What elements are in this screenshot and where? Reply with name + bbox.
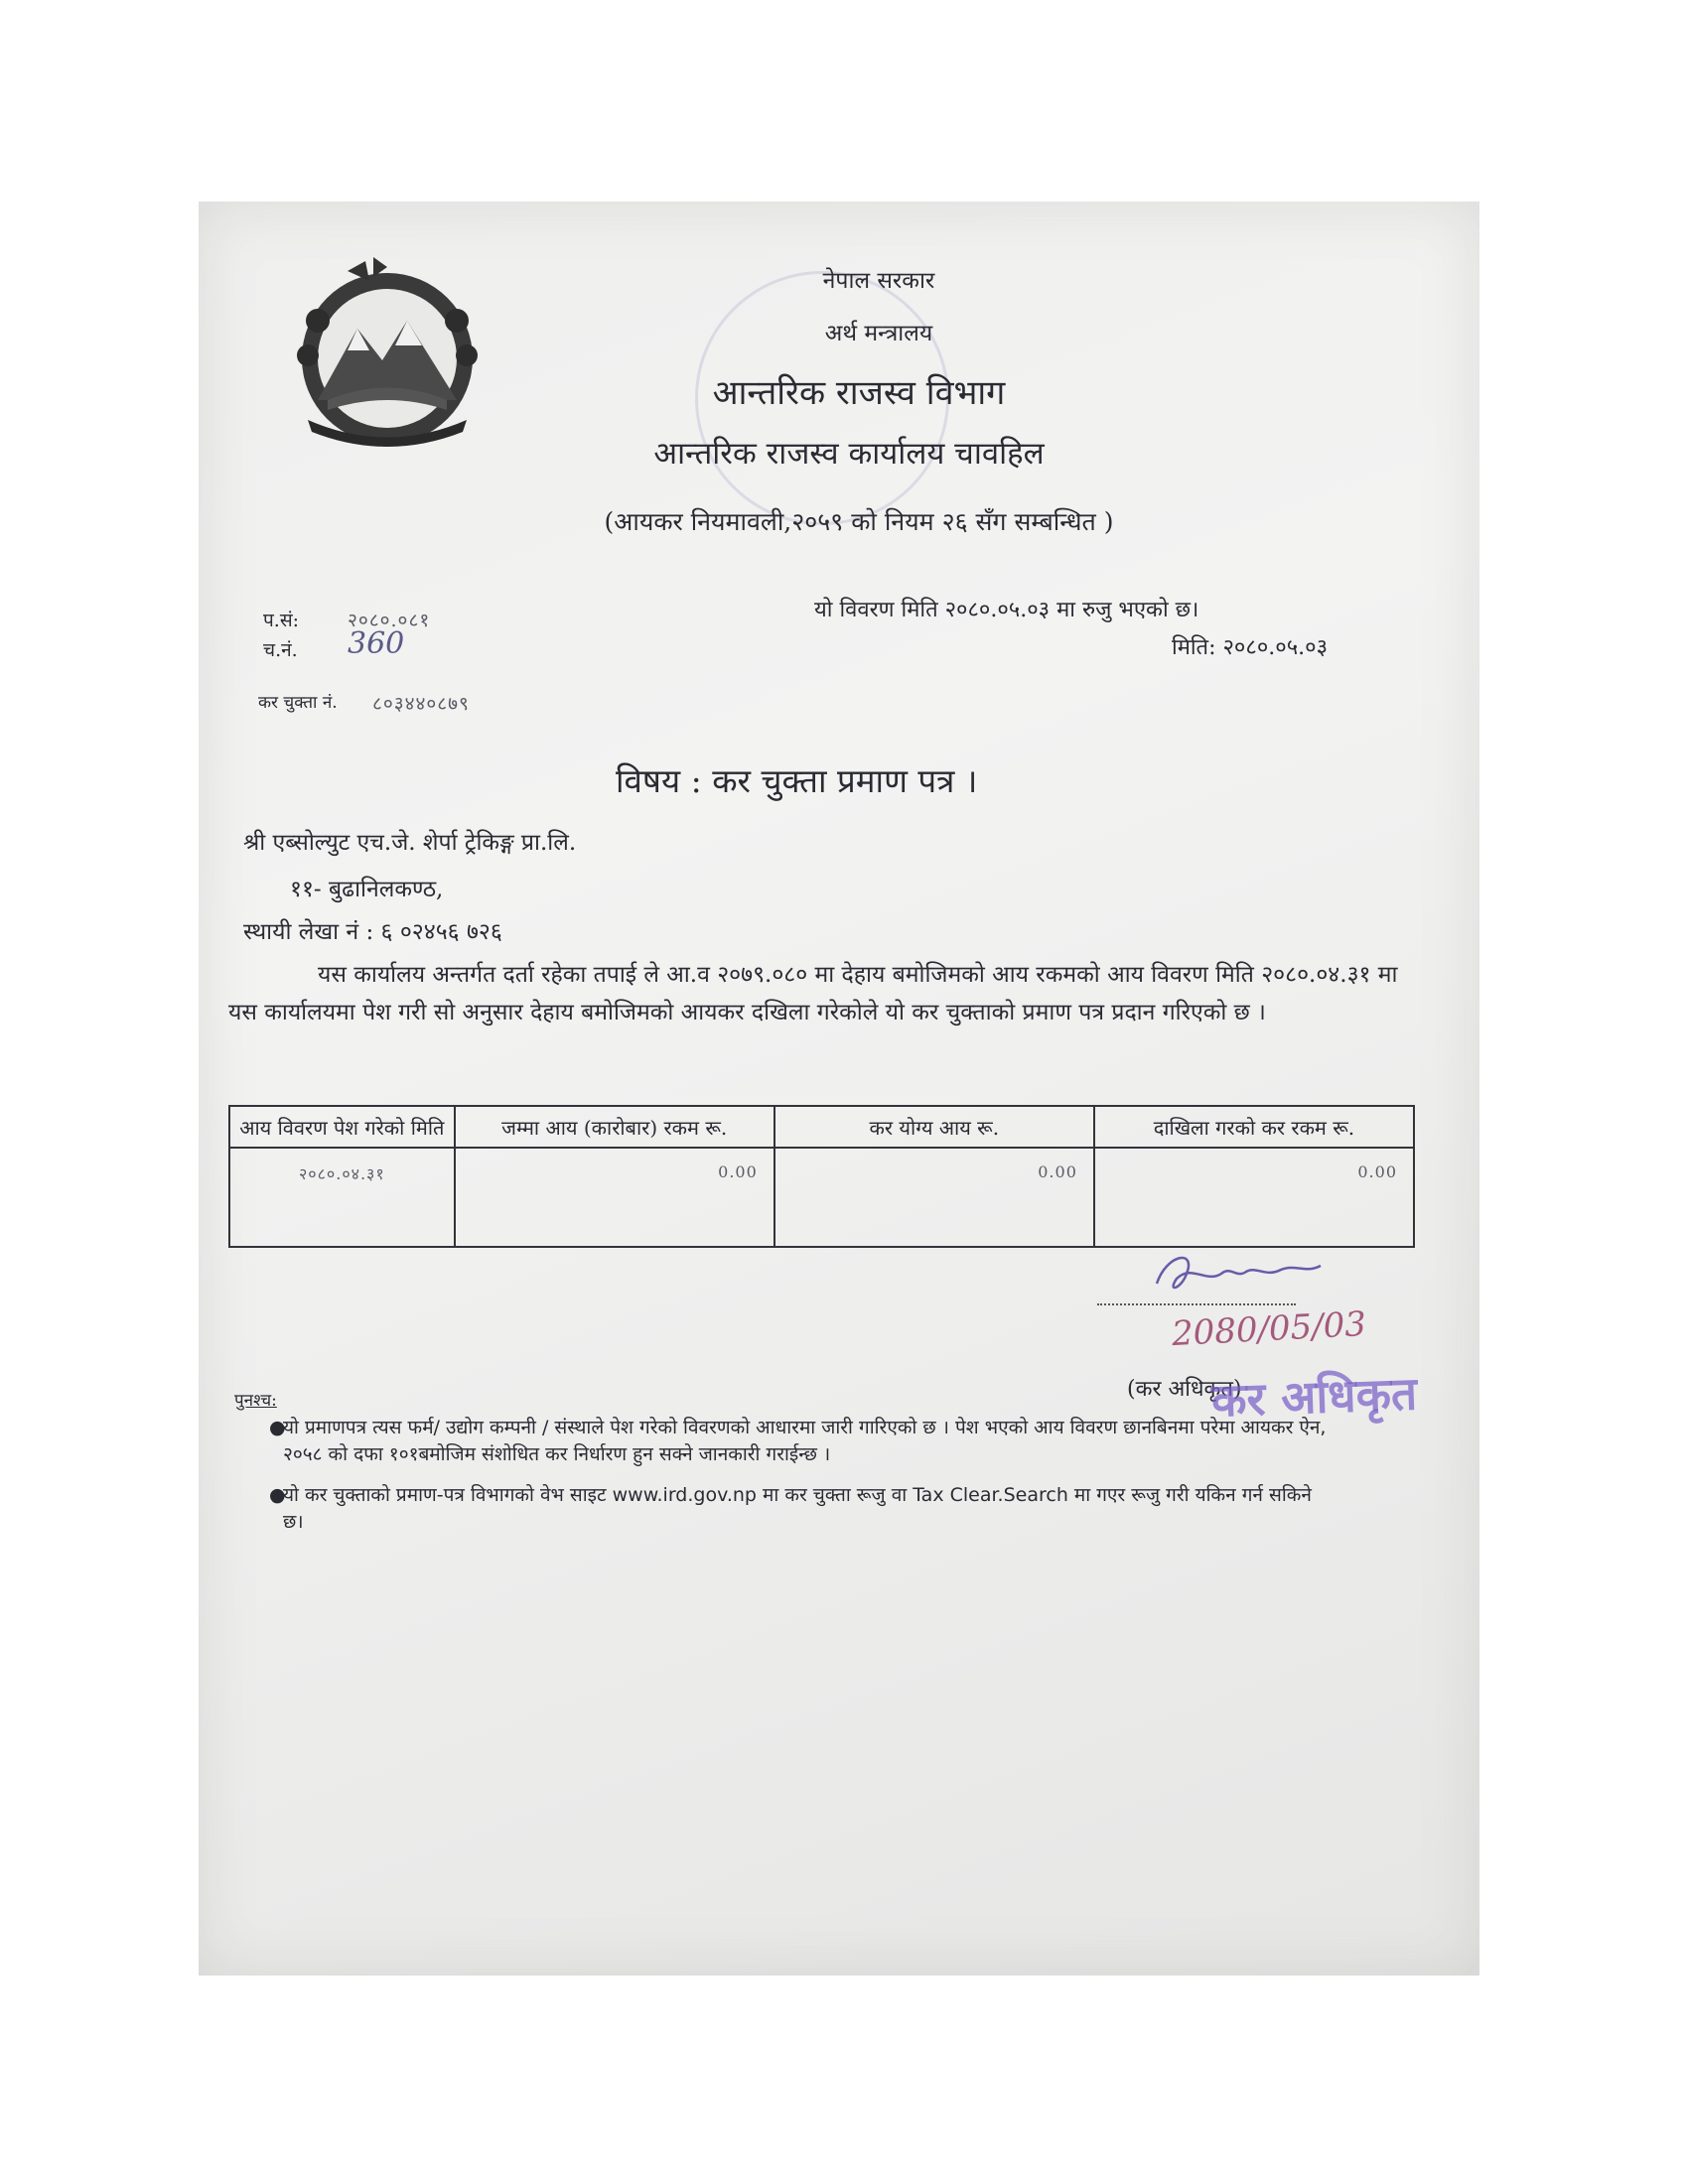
note-text: यो कर चुक्ताको प्रमाण-पत्र विभागको वेभ साइट www.ird.gov.np मा कर चुक्ता रूजु वा Tax Clear.Search मा गएर रूजु गरी यकिन गर्न सकिने छ।	[283, 1484, 1312, 1533]
bullet-icon: ●	[269, 1417, 286, 1438]
cell-filing-date: २०८०.०४.३१	[229, 1148, 455, 1247]
postscript-note-1	[269, 1415, 1336, 1468]
ps-label: प.सं:	[263, 610, 300, 631]
officer-stamp: कर अधिकृत	[1210, 1366, 1418, 1428]
certificate-sheet	[199, 202, 1479, 1976]
department-name: आन्तरिक राजस्व विभाग	[712, 373, 1006, 413]
note-text: यो प्रमाणपत्र त्यस फर्म/ उद्योग कम्पनी / संस्थाले पेश गरेको विवरणको आधारमा जारी गारिएको छ । पेश भएको आय विवरण छानबिनमा परेमा आयकर ऐन, २०५८ को दफा १०१बमोजिम संशोधित कर निर्धारण हुन सक्ने जानकारी गराईन्छ ।	[283, 1417, 1327, 1465]
office-name: आन्तरिक राजस्व कार्यालय चावहिल	[653, 436, 1045, 472]
rule-reference: (आयकर नियमावली,२०५९ को नियम २६ सँग सम्बन्धित )	[604, 507, 1114, 536]
submitted-note: यो विवरण मिति २०८०.०५.०३ मा रुजु भएको छ।	[814, 598, 1199, 622]
cell-tax-paid: 0.00	[1094, 1148, 1414, 1247]
signatory-role: (कर अधिकृत)	[1127, 1377, 1242, 1402]
header-filing-date: आय विवरण पेश गरेको मिति	[229, 1106, 455, 1148]
ministry-name: अर्थ मन्त्रालय	[824, 321, 933, 346]
cell-taxable-income: 0.00	[774, 1148, 1094, 1247]
header-taxable-income: कर योग्य आय रू.	[774, 1106, 1094, 1148]
pan-number: स्थायी लेखा नं : ६ ०२४५६ ७२६	[243, 919, 502, 945]
recipient-name: श्री एब्सोल्युट एच.जे. शेर्पा ट्रेकिङ्ग प्रा.लि.	[243, 830, 577, 856]
tax-clear-value: ८०३४४०८७९	[372, 693, 470, 715]
chalani-value: 360	[348, 626, 405, 661]
postscript-note-2	[269, 1482, 1336, 1536]
chalani-label: च.नं.	[263, 639, 298, 661]
certificate-paragraph: यस कार्यालय अन्तर्गत दर्ता रहेका तपाई ले आ.व २०७९.०८० मा देहाय बमोजिमको आय रकमको आय विवरण मिति २०८०.०४.३१ मा यस कार्यालयमा पेश गरी सो अनुसार देहाय बमोजिमको आयकर दखिला गरेकोले यो कर चुक्ताको प्रमाण पत्र प्रदान गरिएको छ ।	[228, 962, 1398, 1025]
header-total-income: जम्मा आय (कारोबार) रकम रू.	[455, 1106, 774, 1148]
recipient-address: ११- बुढानिलकण्ठ,	[290, 877, 444, 902]
cell-total-income: 0.00	[455, 1148, 774, 1247]
signature-scribble	[1137, 1244, 1336, 1303]
tax-details-table	[228, 1105, 1415, 1248]
table-header-row	[229, 1106, 1414, 1148]
tax-clear-label: कर चुक्ता नं.	[258, 693, 338, 713]
subject-line: विषय : कर चुक्ता प्रमाण पत्र ।	[616, 761, 978, 800]
ps-value: २०८०.०८१	[348, 610, 431, 631]
signature-date: 2080/05/03	[1171, 1303, 1367, 1355]
table-row	[229, 1148, 1414, 1247]
date-line: मिति: २०८०.०५.०३	[1172, 635, 1329, 660]
header-tax-paid: दाखिला गरको कर रकम रू.	[1094, 1106, 1414, 1148]
postscript-label: पुनश्च:	[234, 1391, 277, 1411]
bullet-icon: ●	[269, 1484, 286, 1506]
signature-line	[1097, 1303, 1296, 1305]
signature-block	[1097, 1244, 1465, 1442]
government-name: नेपाल सरकार	[822, 268, 935, 294]
